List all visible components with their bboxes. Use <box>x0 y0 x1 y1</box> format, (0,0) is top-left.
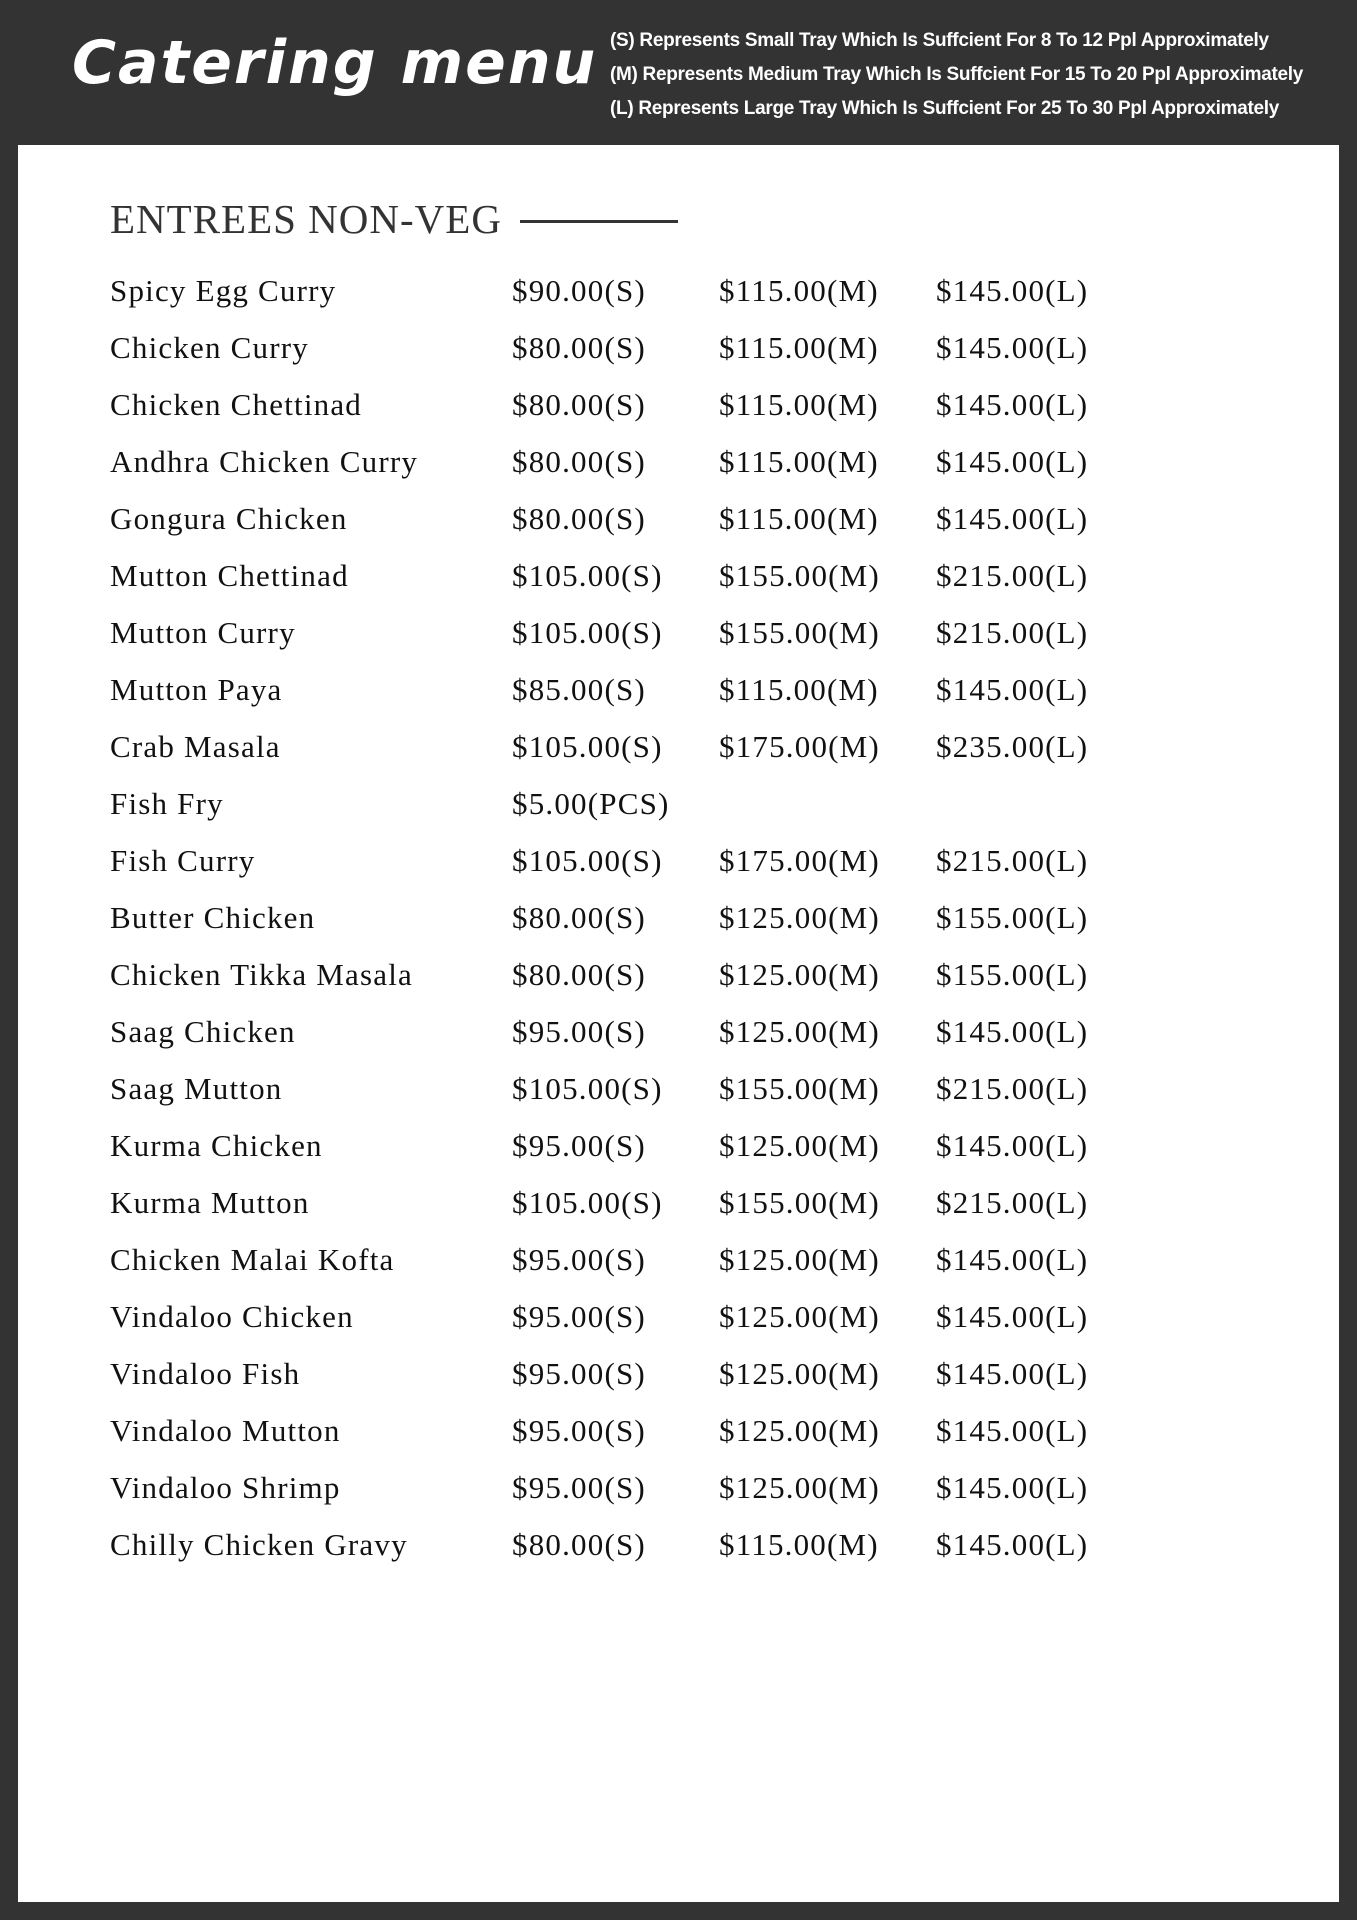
price-medium: $155.00(M) <box>719 615 880 650</box>
item-name: Chicken Curry <box>110 330 309 365</box>
item-name: Kurma Mutton <box>110 1185 310 1220</box>
price-medium: $115.00(M) <box>719 672 879 707</box>
price-medium: $115.00(M) <box>719 444 879 479</box>
menu-item <box>110 1240 1210 1297</box>
price-small: $95.00(S) <box>512 1299 646 1334</box>
price-medium: $155.00(M) <box>719 1185 880 1220</box>
item-name: Chilly Chicken Gravy <box>110 1527 408 1562</box>
price-medium: $125.00(M) <box>719 900 880 935</box>
item-name: Chicken Tikka Masala <box>110 957 413 992</box>
menu-item <box>110 784 1210 841</box>
item-name: Spicy Egg Curry <box>110 273 337 308</box>
price-small: $80.00(S) <box>512 1527 646 1562</box>
menu-item <box>110 442 1210 499</box>
price-large: $145.00(L) <box>936 1356 1089 1391</box>
menu-item <box>110 1126 1210 1183</box>
price-small: $80.00(S) <box>512 900 646 935</box>
item-name: Vindaloo Fish <box>110 1356 301 1391</box>
price-small: $80.00(S) <box>512 501 646 536</box>
item-name: Mutton Chettinad <box>110 558 349 593</box>
price-small: $5.00(PCS) <box>512 786 670 821</box>
header <box>0 0 1357 145</box>
price-medium: $115.00(M) <box>719 1527 879 1562</box>
item-name: Crab Masala <box>110 729 281 764</box>
menu-item <box>110 1069 1210 1126</box>
menu-item <box>110 1468 1210 1525</box>
price-small: $95.00(S) <box>512 1413 646 1448</box>
price-large: $145.00(L) <box>936 1413 1089 1448</box>
price-small: $90.00(S) <box>512 273 646 308</box>
menu-item <box>110 1525 1210 1582</box>
price-large: $145.00(L) <box>936 444 1089 479</box>
item-name: Vindaloo Shrimp <box>110 1470 341 1505</box>
item-name: Fish Curry <box>110 843 256 878</box>
price-small: $95.00(S) <box>512 1128 646 1163</box>
price-large: $155.00(L) <box>936 957 1089 992</box>
price-medium: $125.00(M) <box>719 1299 880 1334</box>
price-large: $145.00(L) <box>936 1128 1089 1163</box>
item-name: Chicken Malai Kofta <box>110 1242 395 1277</box>
price-medium: $155.00(M) <box>719 1071 880 1106</box>
item-name: Saag Chicken <box>110 1014 296 1049</box>
note-large-tray: (L) Represents Large Tray Which Is Suffcient For 25 To 30 Ppl Approximately <box>610 98 1280 119</box>
item-name: Andhra Chicken Curry <box>110 444 419 479</box>
price-small: $80.00(S) <box>512 444 646 479</box>
menu-item <box>110 1012 1210 1069</box>
section-divider <box>520 220 678 223</box>
price-small: $105.00(S) <box>512 1071 663 1106</box>
item-name: Vindaloo Mutton <box>110 1413 341 1448</box>
price-small: $105.00(S) <box>512 558 663 593</box>
menu-item <box>110 385 1210 442</box>
price-large: $145.00(L) <box>936 1299 1089 1334</box>
item-name: Saag Mutton <box>110 1071 283 1106</box>
price-large: $145.00(L) <box>936 273 1089 308</box>
menu-item <box>110 499 1210 556</box>
price-medium: $125.00(M) <box>719 1014 880 1049</box>
price-medium: $115.00(M) <box>719 330 879 365</box>
price-large: $215.00(L) <box>936 1185 1089 1220</box>
menu-item <box>110 670 1210 727</box>
menu-item <box>110 1411 1210 1468</box>
item-name: Gongura Chicken <box>110 501 348 536</box>
price-medium: $125.00(M) <box>719 957 880 992</box>
menu-item <box>110 271 1210 328</box>
item-name: Fish Fry <box>110 786 224 821</box>
section-header <box>110 195 678 243</box>
menu-item <box>110 841 1210 898</box>
price-small: $105.00(S) <box>512 843 663 878</box>
note-small-tray: (S) Represents Small Tray Which Is Suffcient For 8 To 12 Ppl Approximately <box>610 30 1269 51</box>
price-medium: $115.00(M) <box>719 273 879 308</box>
price-large: $145.00(L) <box>936 501 1089 536</box>
item-name: Butter Chicken <box>110 900 316 935</box>
price-large: $235.00(L) <box>936 729 1089 764</box>
price-small: $105.00(S) <box>512 1185 663 1220</box>
price-medium: $115.00(M) <box>719 501 879 536</box>
price-small: $95.00(S) <box>512 1242 646 1277</box>
price-small: $95.00(S) <box>512 1356 646 1391</box>
price-small: $80.00(S) <box>512 387 646 422</box>
menu-item <box>110 1183 1210 1240</box>
price-large: $215.00(L) <box>936 615 1089 650</box>
menu-item <box>110 613 1210 670</box>
price-medium: $115.00(M) <box>719 387 879 422</box>
tray-size-notes <box>610 24 1303 126</box>
price-large: $145.00(L) <box>936 1527 1089 1562</box>
price-large: $215.00(L) <box>936 1071 1089 1106</box>
price-large: $155.00(L) <box>936 900 1089 935</box>
price-small: $80.00(S) <box>512 957 646 992</box>
item-name: Chicken Chettinad <box>110 387 362 422</box>
item-name: Mutton Paya <box>110 672 283 707</box>
menu-item <box>110 898 1210 955</box>
price-large: $215.00(L) <box>936 558 1089 593</box>
price-medium: $125.00(M) <box>719 1470 880 1505</box>
price-large: $145.00(L) <box>936 1242 1089 1277</box>
item-name: Mutton Curry <box>110 615 296 650</box>
price-small: $80.00(S) <box>512 330 646 365</box>
price-large: $145.00(L) <box>936 1014 1089 1049</box>
price-large: $145.00(L) <box>936 330 1089 365</box>
price-small: $105.00(S) <box>512 729 663 764</box>
menu-item <box>110 1354 1210 1411</box>
menu-title: Catering menu <box>72 28 598 98</box>
price-medium: $175.00(M) <box>719 729 880 764</box>
section-title: ENTREES NON-VEG <box>110 196 502 242</box>
price-medium: $125.00(M) <box>719 1356 880 1391</box>
price-large: $145.00(L) <box>936 672 1089 707</box>
price-small: $105.00(S) <box>512 615 663 650</box>
price-large: $215.00(L) <box>936 843 1089 878</box>
price-medium: $125.00(M) <box>719 1242 880 1277</box>
item-name: Vindaloo Chicken <box>110 1299 354 1334</box>
menu-list <box>110 271 1210 1582</box>
price-medium: $125.00(M) <box>719 1413 880 1448</box>
menu-item <box>110 328 1210 385</box>
price-small: $95.00(S) <box>512 1014 646 1049</box>
price-medium: $175.00(M) <box>719 843 880 878</box>
price-medium: $125.00(M) <box>719 1128 880 1163</box>
menu-item <box>110 556 1210 613</box>
price-medium: $155.00(M) <box>719 558 880 593</box>
menu-panel <box>18 145 1339 1902</box>
price-large: $145.00(L) <box>936 387 1089 422</box>
item-name: Kurma Chicken <box>110 1128 323 1163</box>
price-large: $145.00(L) <box>936 1470 1089 1505</box>
menu-item <box>110 727 1210 784</box>
menu-item <box>110 1297 1210 1354</box>
menu-item <box>110 955 1210 1012</box>
note-medium-tray: (M) Represents Medium Tray Which Is Suffcient For 15 To 20 Ppl Approximately <box>610 64 1304 85</box>
price-small: $95.00(S) <box>512 1470 646 1505</box>
price-small: $85.00(S) <box>512 672 646 707</box>
